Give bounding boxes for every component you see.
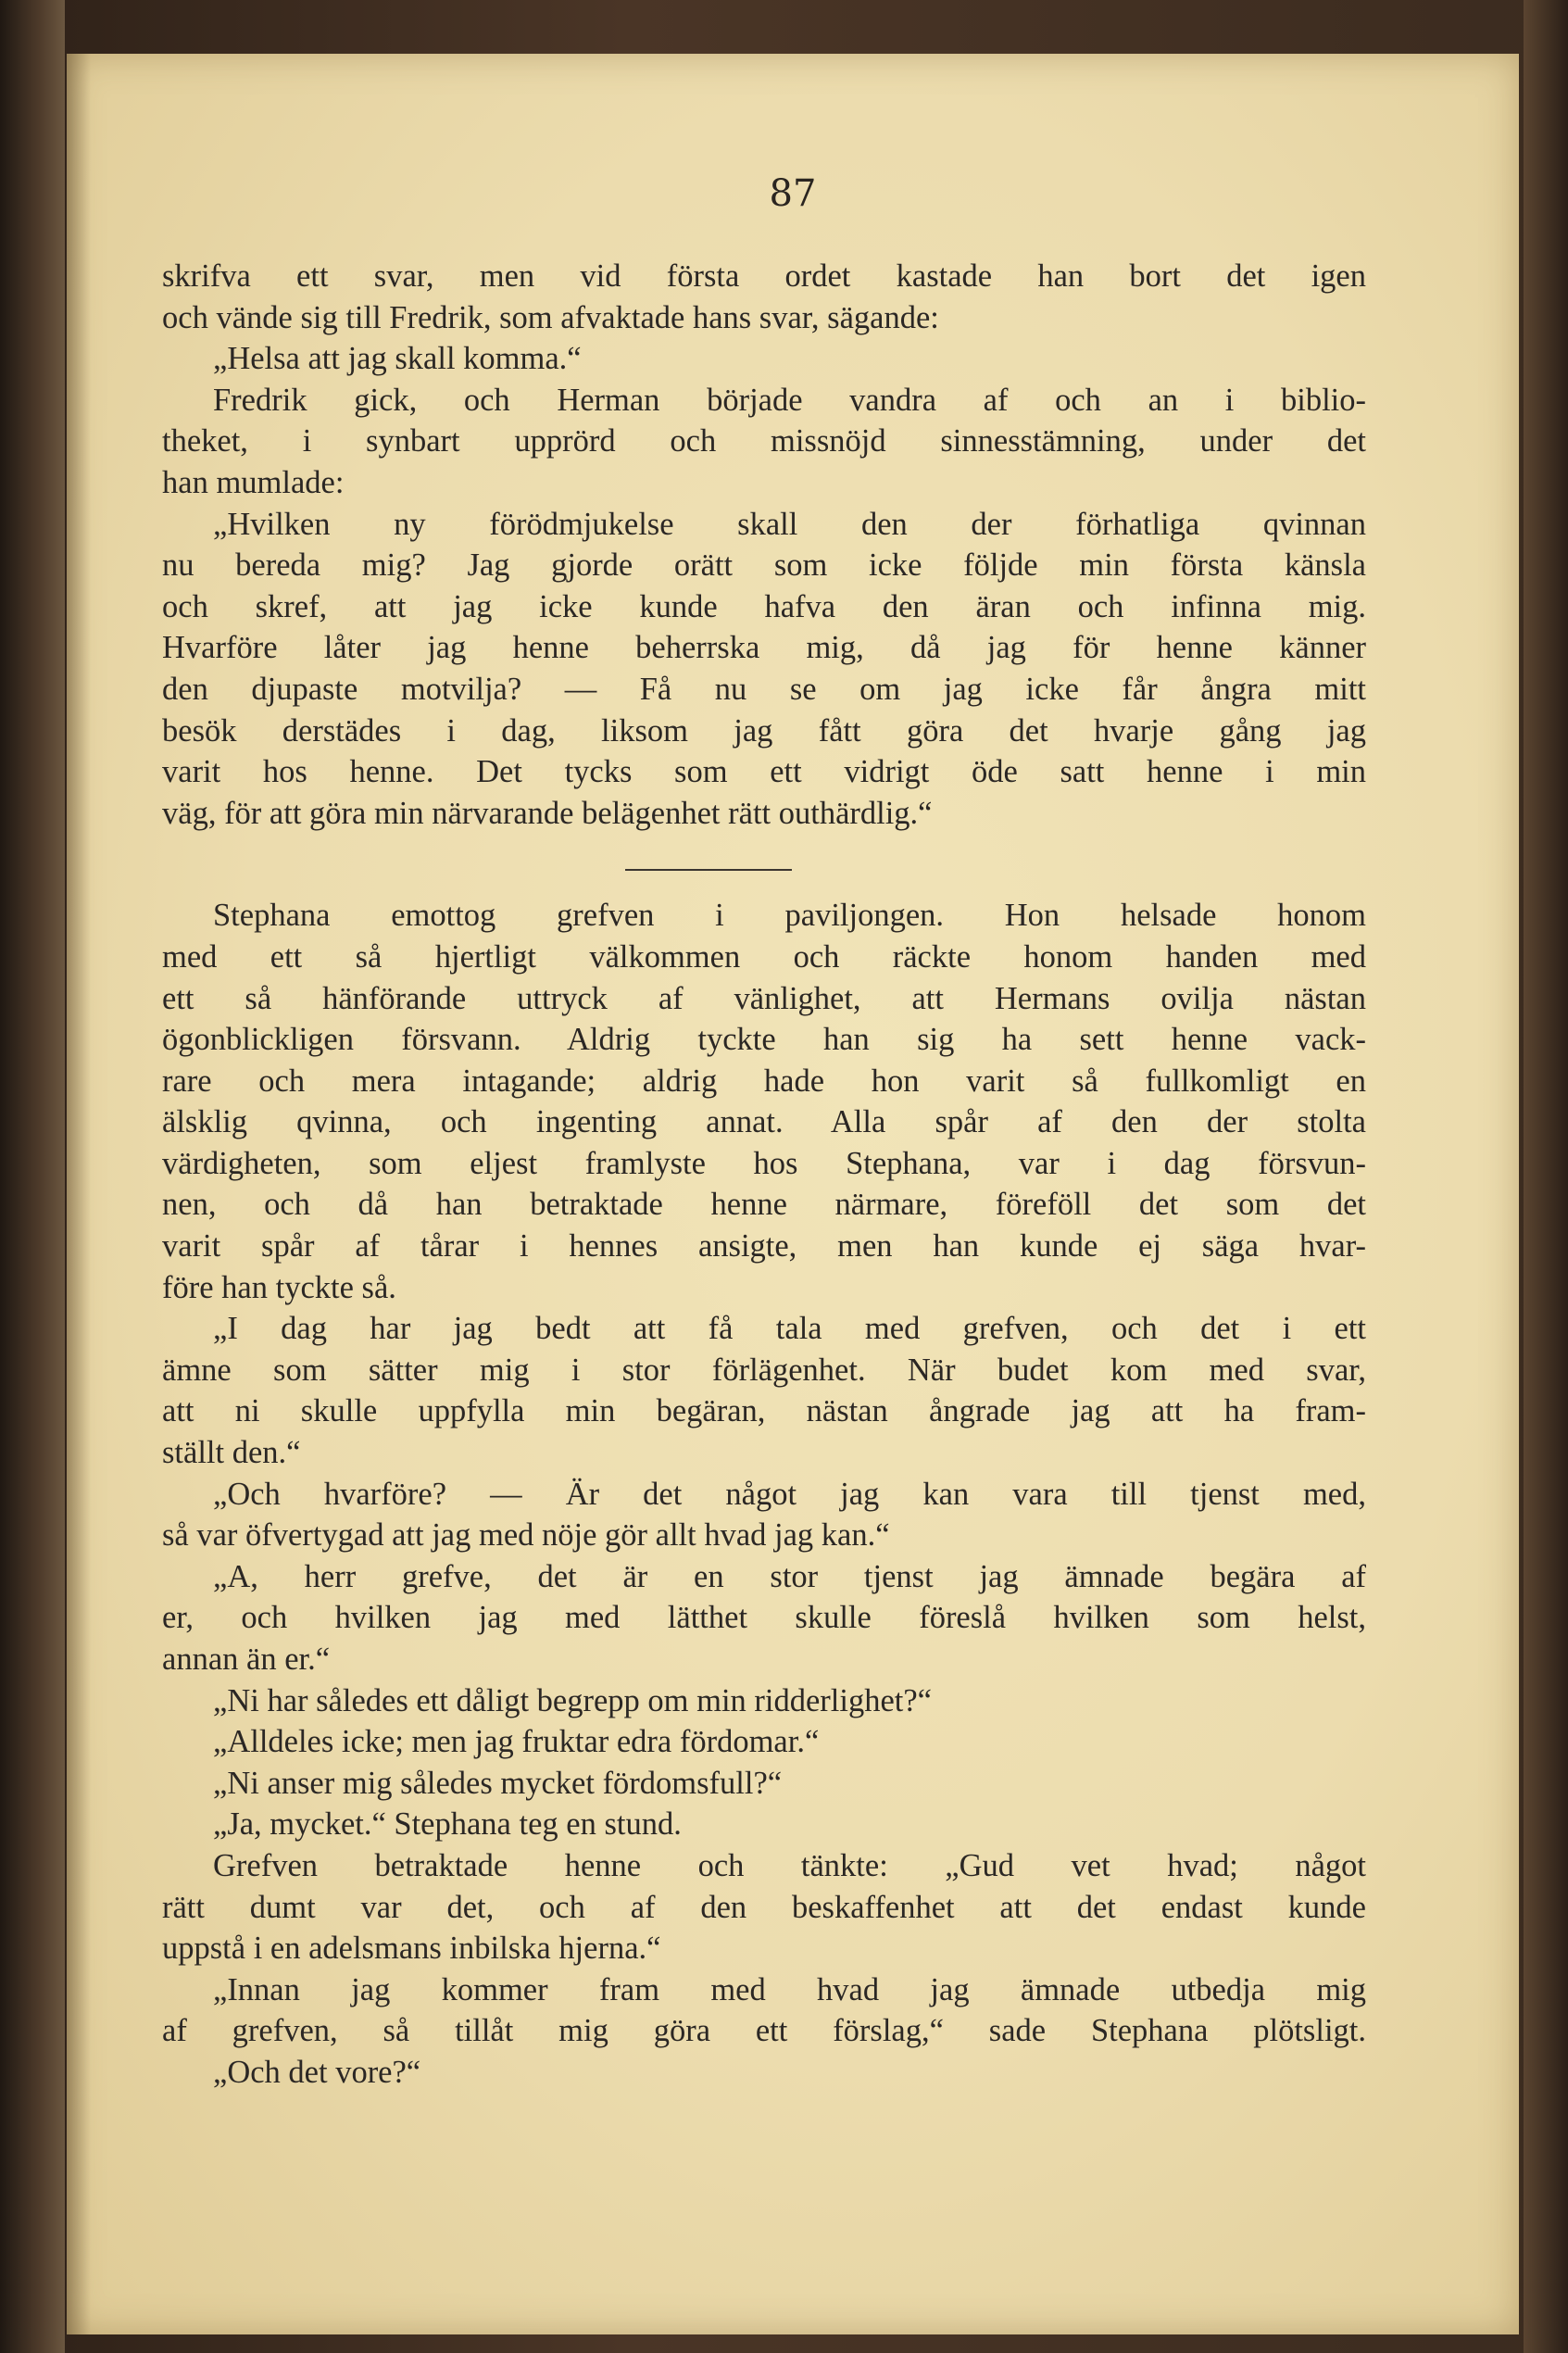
text-line: varit hos henne. Det tycks som ett vidrigt öde satt henne i min (162, 754, 1366, 790)
text-line: rare och mera intagande; aldrig hade hon varit så fullkomligt en (162, 1063, 1366, 1099)
text-line: Stephana emottog grefven i paviljongen. Hon helsade honom (213, 898, 1366, 934)
text-line: Fredrik gick, och Herman började vandra af och an i biblio- (213, 382, 1366, 418)
text-line: „A, herr grefve, det är en stor tjenst jag ämnade begära af (213, 1558, 1366, 1594)
text-line: älsklig qvinna, och ingenting annat. Alla spår af den der stolta (162, 1104, 1366, 1140)
text-line: ett så hänförande uttryck af vänlighet, att Hermans ovilja nästan (162, 980, 1366, 1016)
text-line: er, och hvilken jag med lätthet skulle föreslå hvilken som helst, (162, 1600, 1366, 1636)
text-line: nen, och då han betraktade henne närmare, föreföll det som det (162, 1187, 1366, 1223)
text-line: uppstå i en adelsmans inbilska hjerna.“ (162, 1931, 661, 1967)
cover-edge-left (0, 0, 65, 2353)
text-line: „I dag har jag bedt att få tala med grefven, och det i ett (213, 1311, 1366, 1347)
text-line: „Ja, mycket.“ Stephana teg en stund. (213, 1806, 682, 1843)
book-page (67, 54, 1519, 2334)
text-line: „Alldeles icke; men jag fruktar edra fördomar.“ (213, 1724, 820, 1760)
cover-edge-right (1524, 0, 1568, 2353)
text-line: af grefven, så tillåt mig göra ett förslag,“ sade Stephana plötsligt. (162, 2013, 1366, 2049)
text-line: så var öfvertygad att jag med nöje gör allt hvad jag kan.“ (162, 1517, 890, 1554)
divider-rule (625, 869, 792, 871)
text-line: värdigheten, som eljest framlyste hos Stephana, var i dag försvun- (162, 1145, 1366, 1181)
text-line: varit spår af tårar i hennes ansigte, men han kunde ej säga hvar- (162, 1228, 1366, 1265)
text-line: rätt dumt var det, och af den beskaffenhet att det endast kunde (162, 1889, 1366, 1925)
text-line: „Hvilken ny förödmjukelse skall den der förhatliga qvinnan (213, 506, 1366, 542)
text-line: Grefven betraktade henne och tänkte: „Gud vet hvad; något (213, 1847, 1366, 1883)
text-line: att ni skulle uppfylla min begäran, nästan ångrade jag att ha fram- (162, 1393, 1366, 1429)
text-line: ögonblickligen försvann. Aldrig tyckte han sig ha sett henne vack- (162, 1022, 1366, 1058)
text-line: theket, i synbart upprörd och missnöjd sinnesstämning, under det (162, 423, 1366, 459)
text-line: ämne som sätter mig i stor förlägenhet. När budet kom med svar, (162, 1352, 1366, 1388)
text-line: annan än er.“ (162, 1642, 331, 1677)
text-line: väg, för att göra min närvarande belägenhet rätt outhärdlig.“ (162, 795, 933, 831)
text-line: „Och hvarföre? — Är det något jag kan vara till tjenst med, (213, 1476, 1366, 1512)
text-line: nu bereda mig? Jag gjorde orätt som icke följde min första känsla (162, 547, 1366, 584)
text-line: och skref, att jag icke kunde hafva den äran och infinna mig. (162, 588, 1366, 624)
text-line: „Ni anser mig således mycket fördomsfull?“ (213, 1765, 783, 1801)
page-text (162, 256, 1366, 2094)
page-number: 87 (769, 172, 817, 215)
text-line: „Helsa att jag skall komma.“ (213, 341, 582, 377)
text-line: „Ni har således ett dåligt begrepp om min ridderlighet?“ (213, 1682, 932, 1718)
page-gutter-shadow (67, 54, 91, 2334)
text-line: „Och det vore?“ (213, 2054, 421, 2090)
text-line: besök derstädes i dag, liksom jag fått göra det hvarje gång jag (162, 712, 1366, 749)
text-line: med ett så hjertligt välkommen och räckte honom handen med (162, 938, 1366, 975)
text-line: den djupaste motvilja? — Få nu se om jag icke får ångra mitt (162, 671, 1366, 707)
text-line: han mumlade: (162, 464, 345, 500)
text-line: före han tyckte så. (162, 1269, 396, 1305)
text-line: och vände sig till Fredrik, som afvaktade hans svar, sägande: (162, 299, 939, 335)
section-divider (162, 834, 1366, 895)
text-line: „Innan jag kommer fram med hvad jag ämnade utbedja mig (213, 1971, 1366, 2007)
text-line: skrifva ett svar, men vid första ordet kastade han bort det igen (162, 258, 1366, 294)
text-line: ställt den.“ (162, 1435, 301, 1471)
text-line: Hvarföre låter jag henne beherrska mig, då jag för henne känner (162, 630, 1366, 666)
